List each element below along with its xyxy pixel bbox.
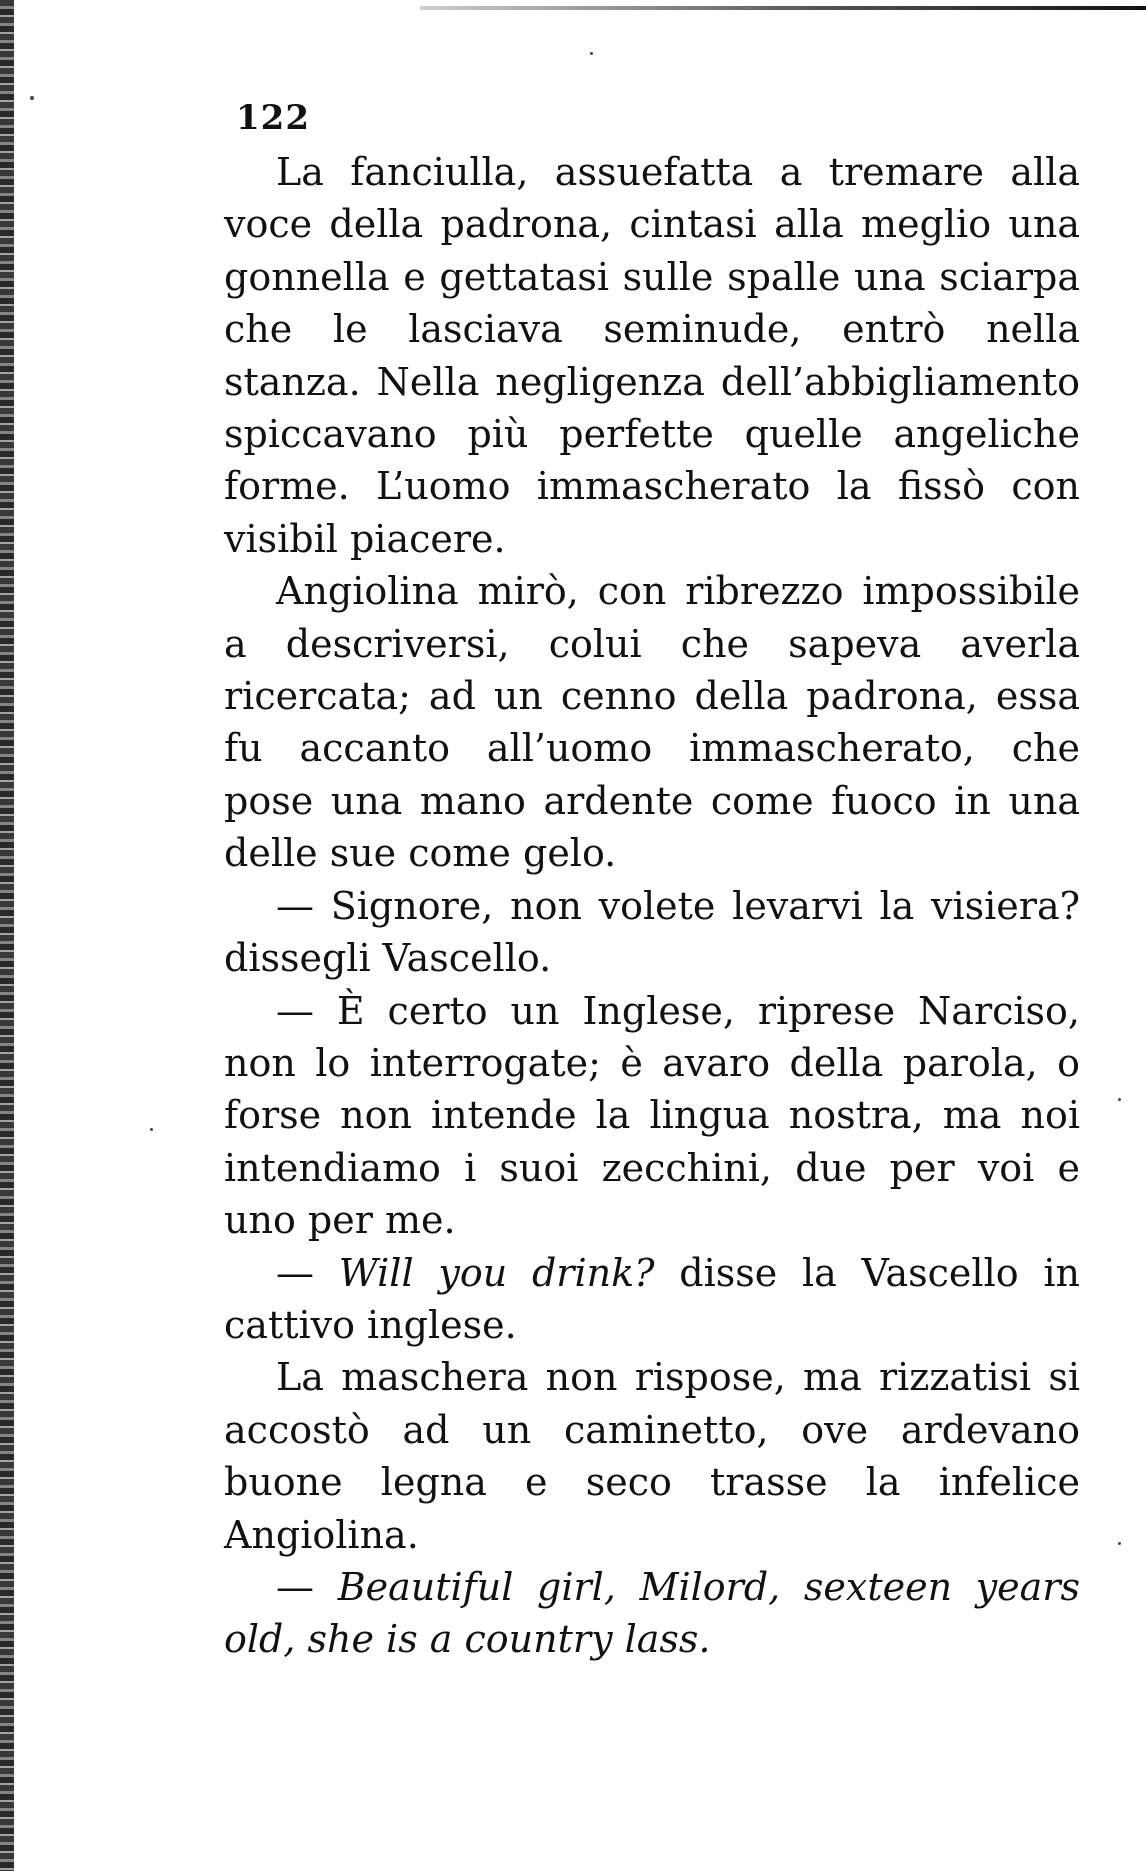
dialogue-dash: — (276, 1250, 339, 1295)
ink-speck (1118, 1098, 1121, 1101)
paragraph: — Signore, non volete levarvi la visiera? dissegli Vascello. (224, 883, 1080, 981)
dialogue-dash: — (276, 1564, 338, 1609)
page-number: 122 (236, 98, 310, 138)
paragraph: Angiolina mirò, con ribrezzo impossibile a descriversi, colui che sapeva averla ricercata; ad un cenno della padrona, essa fu accanto all’uomo immascherato, che pose una mano ardente come fuoco in una delle sue come gelo. (224, 569, 1080, 876)
english-phrase: Beautiful girl, Milord, sexteen years old, she is a country lass. (224, 1564, 1080, 1662)
ink-speck (150, 1128, 153, 1131)
paragraph (224, 1247, 1080, 1352)
paragraph-text: disse la Vascello in cattivo inglese. (224, 1250, 1080, 1347)
page-left-edge (0, 0, 14, 1871)
english-phrase: Will you drink? (338, 1250, 655, 1295)
book-page (224, 96, 1080, 1666)
top-rule (420, 6, 1146, 10)
ink-speck (1118, 1542, 1121, 1545)
paragraph: La maschera non rispose, ma rizzatisi si accostò ad un caminetto, ove ardevano buone legna e seco trasse la infelice Angiolina. (224, 1355, 1080, 1557)
ink-speck (30, 96, 34, 100)
paragraph: La fanciulla, assuefatta a tremare alla voce della padrona, cintasi alla meglio una gonnella e gettatasi sulle spalle una sciarpa che le lasciava seminude, entrò nella stanza. Nella negligenza dell’abbigliamento spiccavano più perfette quelle angeliche forme. L’uomo immascherato la fissò con visibil piacere. (224, 150, 1080, 561)
page-text (224, 146, 1080, 1666)
ink-speck (590, 52, 593, 55)
paragraph: — È certo un Inglese, riprese Narciso, non lo interrogate; è avaro della parola, o forse non intende la lingua nostra, ma noi intendiamo i suoi zecchini, due per voi e uno per me. (224, 988, 1080, 1243)
paragraph (224, 1561, 1080, 1666)
